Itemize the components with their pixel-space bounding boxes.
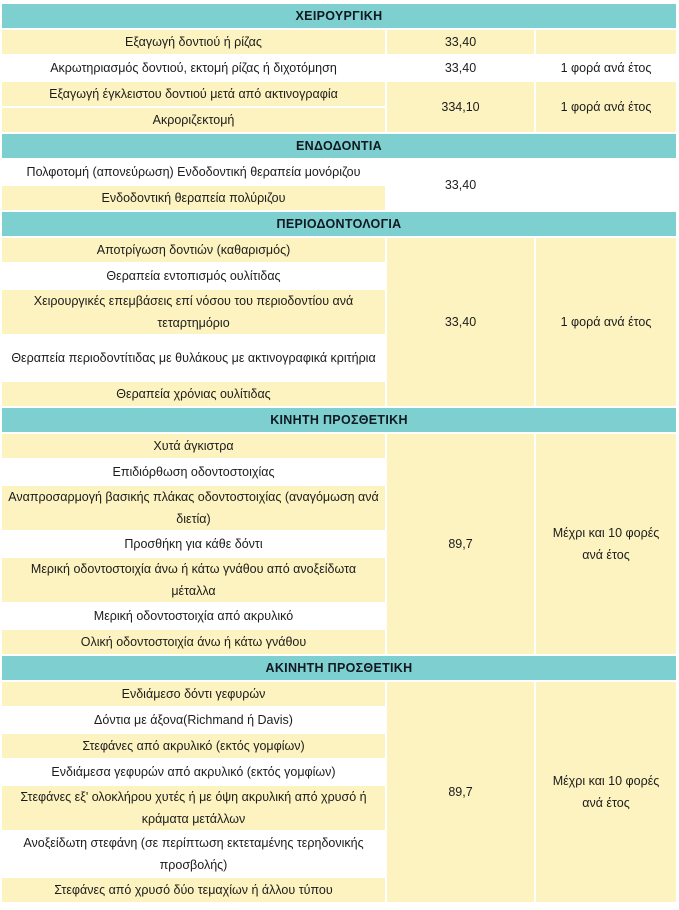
section-header-surgery <box>2 3 677 29</box>
amount-cell: 33,40 <box>386 237 535 407</box>
service-cell: Στεφάνες εξ' ολοκλήρου χυτές ή με όψη ακρυλική από χρυσό ή κράματα μετάλλων <box>2 785 386 831</box>
service-cell: Ακρωτηριασμός δοντιού, εκτομή ρίζας ή διχοτόμηση <box>2 55 386 81</box>
service-cell: Αποτρίγωση δοντιών (καθαρισμός) <box>2 237 386 263</box>
section-header-periodontology <box>2 211 677 237</box>
frequency-cell: Μέχρι και 10 φορές ανά έτος <box>535 433 677 655</box>
section-title: ΑΚΙΝΗΤΗ ΠΡΟΣΘΕΤΙΚΗ <box>2 655 677 681</box>
table-row <box>2 681 677 707</box>
amount-cell: 33,40 <box>386 159 535 211</box>
service-cell: Στεφάνες από χρυσό δύο τεμαχίων ή άλλου τύπου <box>2 877 386 902</box>
service-cell: Ενδιάμεσο δόντι γεφυρών <box>2 681 386 707</box>
service-cell: Πολφοτομή (απονεύρωση) Ενδοδοντική θεραπεία μονόριζου <box>2 159 386 185</box>
service-cell: Μερική οδοντοστοιχία από ακρυλικό <box>2 603 386 629</box>
frequency-cell: Μέχρι και 10 φορές ανά έτος <box>535 681 677 902</box>
service-cell: Αναπροσαρμογή βασικής πλάκας οδοντοστοιχίας (αναγόμωση ανά διετία) <box>2 485 386 531</box>
section-title: ΠΕΡΙΟΔΟΝΤΟΛΟΓΙΑ <box>2 211 677 237</box>
service-cell: Επιδιόρθωση οδοντοστοιχίας <box>2 459 386 485</box>
frequency-cell: 1 φορά ανά έτος <box>535 237 677 407</box>
amount-cell: 33,40 <box>386 55 535 81</box>
service-cell: Χειρουργικές επεμβάσεις επί νόσου του περιοδοντίου ανά τεταρτημόριο <box>2 289 386 335</box>
service-cell: Χυτά άγκιστρα <box>2 433 386 459</box>
service-cell: Εξαγωγή δοντιού ή ρίζας <box>2 29 386 55</box>
service-cell: Θεραπεία εντοπισμός ουλίτιδας <box>2 263 386 289</box>
table-row <box>2 433 677 459</box>
service-cell: Ενδοδοντική θεραπεία πολύριζου <box>2 185 386 211</box>
table-row <box>2 159 677 185</box>
amount-cell: 33,40 <box>386 29 535 55</box>
section-header-fixed-prosthetics <box>2 655 677 681</box>
service-cell: Δόντια με άξονα(Richmand ή Davis) <box>2 707 386 733</box>
service-cell: Θεραπεία περιοδοντίτιδας με θυλάκους με ακτινογραφικά κριτήρια <box>2 335 386 381</box>
section-title: ΕΝΔΟΔΟΝΤΙΑ <box>2 133 677 159</box>
amount-cell: 334,10 <box>386 81 535 133</box>
table-row <box>2 55 677 81</box>
section-title: ΧΕΙΡΟΥΡΓΙΚΗ <box>2 3 677 29</box>
service-cell: Εξαγωγή έγκλειστου δοντιού μετά από ακτινογραφία <box>2 81 386 107</box>
service-cell: Προσθήκη για κάθε δόντι <box>2 531 386 557</box>
table-row <box>2 81 677 107</box>
service-cell: Μερική οδοντοστοιχία άνω ή κάτω γνάθου από ανοξείδωτα μέταλλα <box>2 557 386 603</box>
amount-cell: 89,7 <box>386 681 535 902</box>
frequency-cell: 1 φορά ανά έτος <box>535 55 677 81</box>
table-row <box>2 237 677 263</box>
service-cell: Ακροριζεκτομή <box>2 107 386 133</box>
section-title: ΚΙΝΗΤΗ ΠΡΟΣΘΕΤΙΚΗ <box>2 407 677 433</box>
service-cell: Ανοξείδωτη στεφάνη (σε περίπτωση εκτεταμένης τερηδονικής προσβολής) <box>2 831 386 877</box>
frequency-cell <box>535 159 677 211</box>
frequency-cell <box>535 29 677 55</box>
amount-cell: 89,7 <box>386 433 535 655</box>
table-row <box>2 29 677 55</box>
service-cell: Στεφάνες από ακρυλικό (εκτός γομφίων) <box>2 733 386 759</box>
service-cell: Ολική οδοντοστοιχία άνω ή κάτω γνάθου <box>2 629 386 655</box>
dental-coverage-table <box>2 2 678 902</box>
section-header-endodontics <box>2 133 677 159</box>
frequency-cell: 1 φορά ανά έτος <box>535 81 677 133</box>
section-header-removable-prosthetics <box>2 407 677 433</box>
service-cell: Ενδιάμεσα γεφυρών από ακρυλικό (εκτός γομφίων) <box>2 759 386 785</box>
service-cell: Θεραπεία χρόνιας ουλίτιδας <box>2 381 386 407</box>
